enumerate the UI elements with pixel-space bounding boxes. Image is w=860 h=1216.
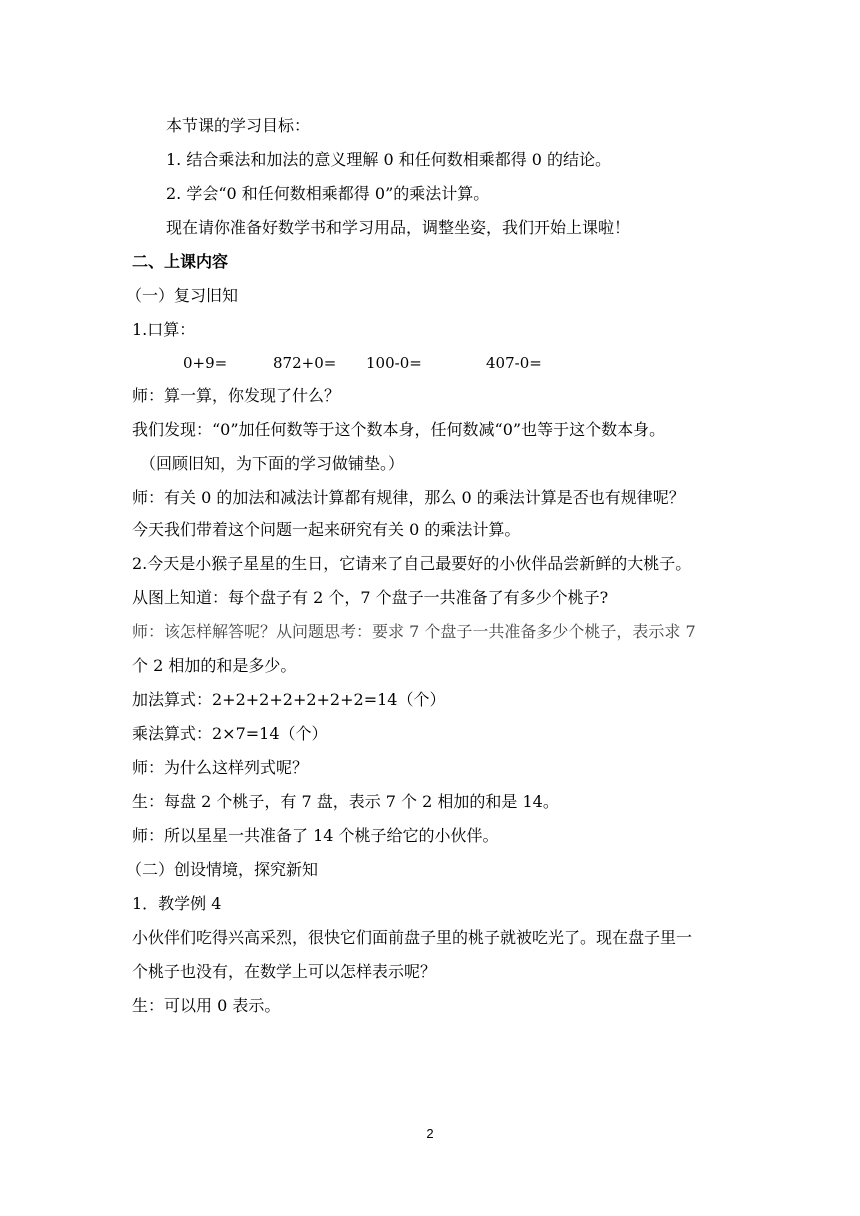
teacher-line: 师：算一算，你发现了什么？ (132, 386, 341, 405)
finding-line: 我们发现：“0”加任何数等于这个数本身，任何数减“0”也等于这个数本身。 (132, 420, 666, 439)
page-number: 2 (426, 1126, 434, 1141)
teacher-line: 师：所以星星一共准备了 14 个桃子给它的小伙伴。 (132, 826, 499, 845)
calc-item: 872+0= (273, 354, 337, 372)
intro-text: 现在请你准备好数学书和学习用品，调整坐姿，我们开始上课啦！ (166, 218, 631, 237)
text-line: 从图上知道：每个盘子有 2 个，7 个盘子一共准备了有多少个桃子? (132, 588, 609, 607)
section-heading: 二、上课内容 (132, 252, 229, 271)
text-line: 个 2 相加的和是多少。 (132, 656, 297, 675)
calc-item: 407-0= (486, 354, 542, 372)
example-heading: 1．教学例 4 (132, 894, 222, 913)
note-line: （回顾旧知，为下面的学习做铺垫。） (140, 454, 405, 473)
subsection-review: （一）复习旧知 (126, 286, 239, 305)
teacher-line: 师：该怎样解答呢？从问题思考：要求 7 个盘子一共准备多少个桃子，表示求 7 (132, 622, 696, 641)
oral-calc-label: 1.口算： (132, 320, 196, 339)
addition-formula: 加法算式：2+2+2+2+2+2+2=14（个） (132, 690, 446, 709)
student-line: 生：可以用 0 表示。 (132, 996, 281, 1015)
goal-heading: 本节课的学习目标： (166, 116, 311, 135)
text-line: 小伙伴们吃得兴高采烈，很快它们面前盘子里的桃子就被吃光了。现在盘子里一 (132, 928, 693, 947)
goal-item-1: 1. 结合乘法和加法的意义理解 0 和任何数相乘都得 0 的结论。 (166, 150, 612, 169)
text-line: 今天我们带着这个问题一起来研究有关 0 的乘法计算。 (132, 520, 521, 539)
multiplication-formula: 乘法算式：2×7=14（个） (132, 724, 328, 743)
student-line: 生：每盘 2 个桃子，有 7 盘，表示 7 个 2 相加的和是 14。 (132, 792, 559, 811)
subsection-explore: （二）创设情境，探究新知 (126, 860, 319, 879)
calc-item: 100-0= (366, 354, 422, 372)
teacher-line: 师：有关 0 的加法和减法计算都有规律，那么 0 的乘法计算是否也有规律呢？ (132, 488, 685, 507)
calc-item: 0+9= (183, 354, 228, 372)
text-line: 2.今天是小猴子星星的生日，它请来了自己最要好的小伙伴品尝新鲜的大桃子。 (132, 554, 692, 573)
goal-item-2: 2. 学会“0 和任何数相乘都得 0”的乘法计算。 (166, 184, 490, 203)
teacher-line: 师：为什么这样列式呢？ (132, 758, 309, 777)
text-line: 个桃子也没有，在数学上可以怎样表示呢？ (132, 962, 437, 981)
